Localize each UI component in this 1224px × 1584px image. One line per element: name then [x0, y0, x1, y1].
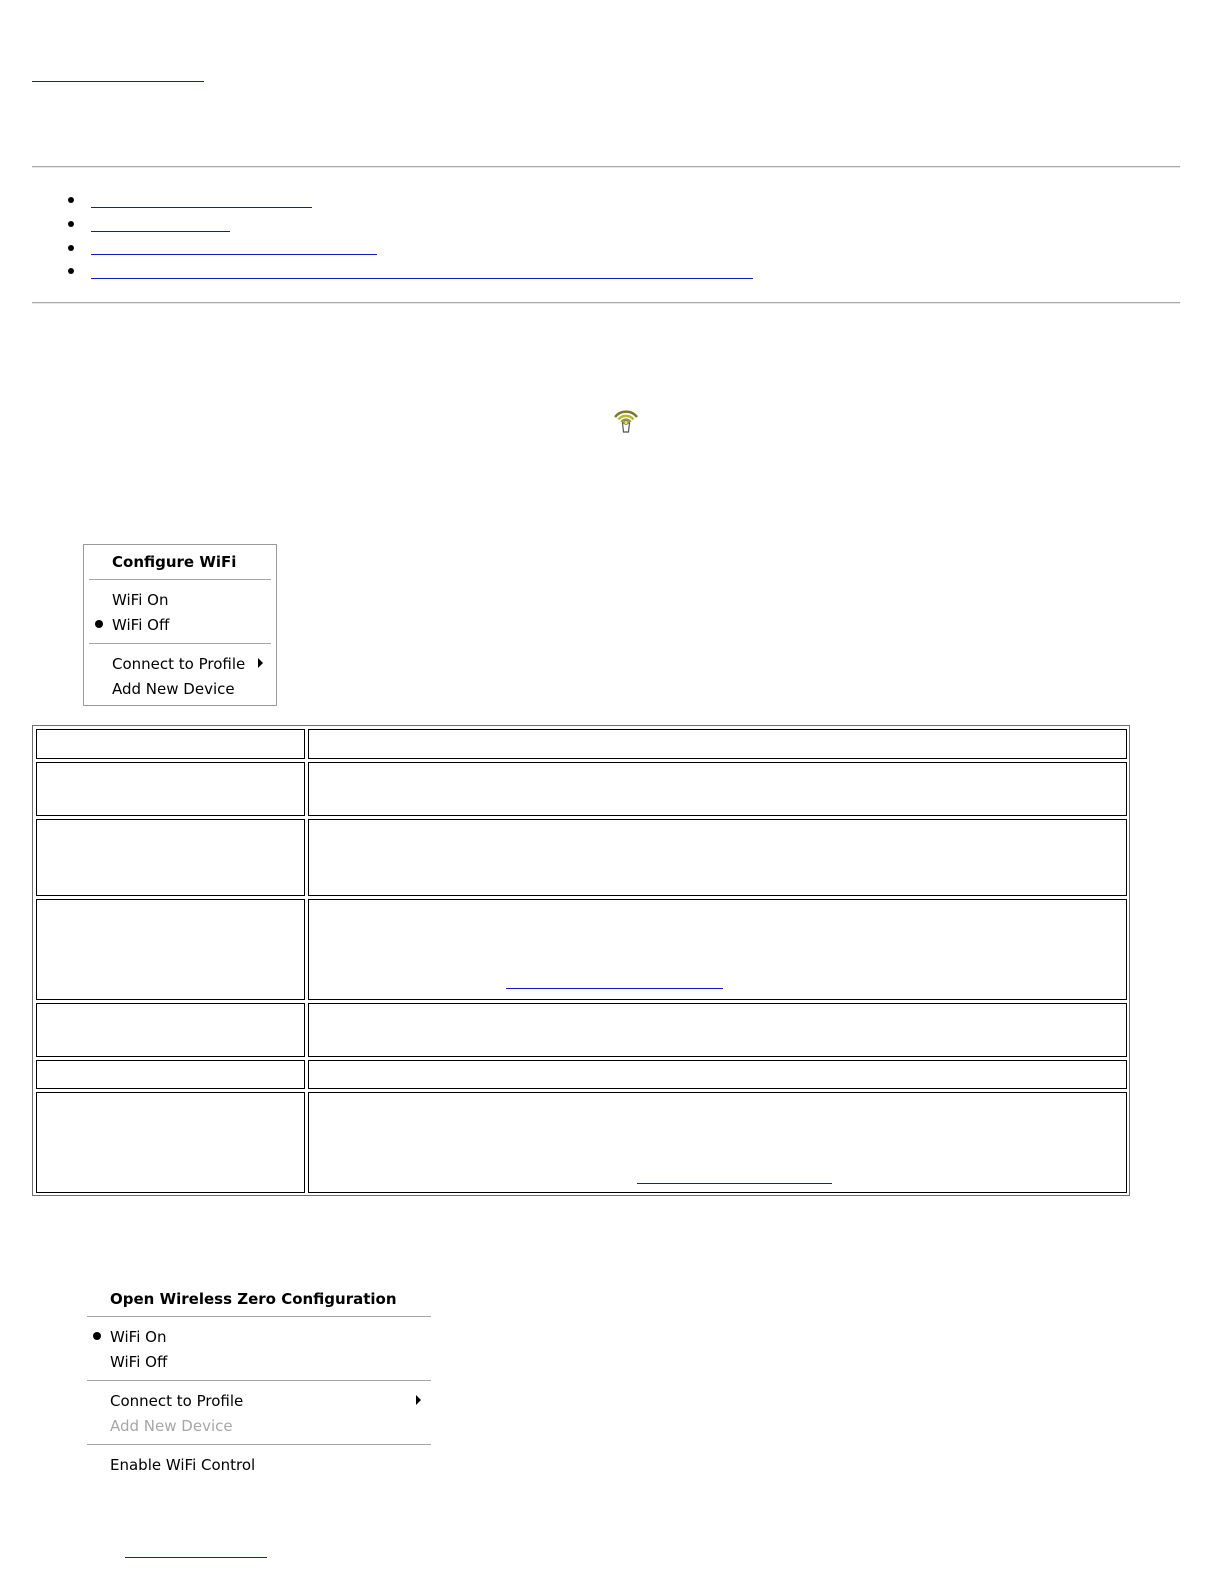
menu-separator	[87, 1316, 431, 1317]
menu-item-wifi-on[interactable]: WiFi On	[112, 591, 169, 609]
menu-item-configure-wifi[interactable]: Configure WiFi	[112, 553, 237, 571]
wifi-tray-icon	[612, 406, 640, 434]
menu-item-open-wireless-zero-configuration[interactable]: Open Wireless Zero Configuration	[110, 1290, 397, 1308]
toc-bullet	[68, 268, 74, 274]
toc-bullet	[68, 221, 74, 227]
menu-item-wifi-on[interactable]: WiFi On	[110, 1328, 167, 1346]
menu-item-add-new-device[interactable]: Add New Device	[112, 680, 235, 698]
context-menu-zero-configuration	[82, 1282, 432, 1482]
menu-item-wifi-off[interactable]: WiFi Off	[112, 616, 170, 634]
table-cell	[308, 762, 1127, 816]
table-cell	[308, 1060, 1127, 1089]
radio-selected-icon	[93, 1332, 101, 1340]
toc-link-4[interactable]	[91, 278, 753, 279]
options-table	[32, 725, 1130, 1196]
table-cell	[308, 1092, 1127, 1193]
table-cell	[36, 819, 305, 896]
table-header-cell	[36, 729, 305, 759]
toc-link-3[interactable]	[91, 254, 377, 255]
radio-selected-icon	[95, 620, 103, 628]
context-menu-configure-wifi	[83, 544, 277, 706]
table-header-cell	[308, 729, 1127, 759]
divider-top	[32, 166, 1180, 168]
toc-link-2[interactable]	[91, 231, 230, 232]
table-link[interactable]	[637, 1183, 832, 1184]
bottom-link[interactable]	[125, 1557, 267, 1558]
menu-separator	[87, 1380, 431, 1381]
menu-item-connect-to-profile[interactable]: Connect to Profile	[110, 1392, 244, 1410]
divider-bottom	[32, 302, 1180, 304]
table-link[interactable]	[506, 988, 723, 989]
table-cell	[36, 899, 305, 1000]
menu-item-add-new-device: Add New Device	[110, 1417, 233, 1435]
menu-item-wifi-off[interactable]: WiFi Off	[110, 1353, 168, 1371]
table-cell	[308, 1003, 1127, 1057]
chevron-right-icon	[416, 1395, 421, 1405]
menu-separator	[89, 579, 271, 580]
table-cell	[308, 819, 1127, 896]
top-link[interactable]	[32, 81, 204, 82]
menu-separator	[89, 643, 271, 644]
chevron-right-icon	[258, 658, 263, 668]
toc-link-1[interactable]	[91, 207, 312, 208]
table-cell	[36, 1092, 305, 1193]
table-cell	[36, 762, 305, 816]
menu-separator	[87, 1444, 431, 1445]
menu-item-connect-to-profile[interactable]: Connect to Profile	[112, 655, 246, 673]
table-cell	[36, 1003, 305, 1057]
table-cell	[308, 899, 1127, 1000]
toc-bullet	[68, 197, 74, 203]
menu-item-enable-wifi-control[interactable]: Enable WiFi Control	[110, 1456, 256, 1474]
table-cell	[36, 1060, 305, 1089]
toc-bullet	[68, 245, 74, 251]
